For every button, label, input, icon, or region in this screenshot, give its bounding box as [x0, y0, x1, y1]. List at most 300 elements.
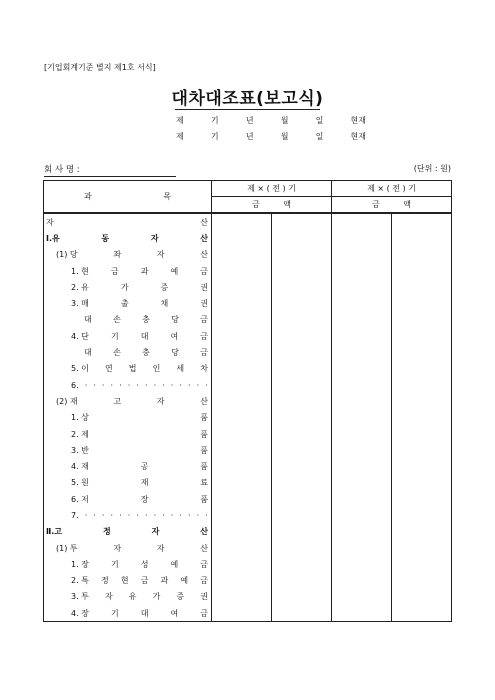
company-name-line — [44, 176, 176, 177]
account-name-part: 산 — [200, 217, 208, 227]
period-word: 기 — [210, 116, 219, 125]
account-name — [44, 266, 211, 277]
prior-amount-cell[interactable] — [332, 524, 392, 540]
account-name-cell — [44, 426, 212, 442]
account-name-part: 금 — [140, 576, 149, 586]
account-name — [44, 477, 211, 488]
prior-amount-cell[interactable] — [332, 279, 392, 295]
prior-amount-cell[interactable] — [392, 524, 452, 540]
prior-amount-cell[interactable] — [392, 426, 452, 442]
prior-amount-cell[interactable] — [392, 312, 452, 328]
account-name-cell — [44, 410, 212, 426]
account-name — [44, 298, 211, 309]
account-row — [44, 442, 452, 458]
account-row — [44, 213, 452, 230]
account-name-part: 5. 이 — [71, 364, 89, 374]
account-name-part: 품 — [200, 462, 208, 472]
account-name-part: 가 — [152, 592, 161, 602]
account-row — [44, 556, 452, 572]
current-amount-cell[interactable] — [212, 328, 272, 344]
current-amount-cell[interactable] — [212, 263, 272, 279]
current-amount-cell[interactable] — [272, 556, 332, 572]
account-name-part: 증 — [176, 592, 185, 602]
prior-amount-cell[interactable] — [332, 263, 392, 279]
period-word: 제 — [176, 132, 184, 141]
account-name-part: · — [162, 510, 165, 520]
current-amount-cell[interactable] — [272, 458, 332, 474]
account-name-part: 1. 상 — [71, 413, 89, 423]
current-amount-cell[interactable] — [212, 410, 272, 426]
prior-amount-cell[interactable] — [332, 442, 392, 458]
account-name-part: · — [179, 380, 182, 390]
account-name — [44, 396, 211, 407]
current-amount-cell[interactable] — [272, 524, 332, 540]
account-name-part: 1. 현 — [71, 266, 89, 276]
account-name-part: 3. 매 — [71, 299, 89, 309]
account-row — [44, 393, 452, 409]
account-name — [44, 445, 211, 456]
account-name-part: · — [84, 380, 88, 390]
account-name-part: 현 — [120, 576, 129, 586]
prior-amount-cell[interactable] — [392, 295, 452, 311]
account-name — [44, 282, 211, 293]
account-row — [44, 458, 452, 474]
account-name-cell — [44, 589, 212, 605]
amount-header-char: 액 — [283, 200, 292, 209]
account-name-part: 충 — [142, 315, 150, 325]
prior-amount-cell[interactable] — [392, 410, 452, 426]
account-name-part: 3. 투 — [71, 592, 89, 602]
prior-amount-cell[interactable] — [332, 426, 392, 442]
account-name — [44, 314, 211, 325]
account-name-part: 금 — [110, 266, 119, 276]
account-row — [44, 344, 452, 360]
prior-amount-cell[interactable] — [392, 442, 452, 458]
prior-amount-cell[interactable] — [332, 393, 392, 409]
account-name-cell — [44, 540, 212, 556]
current-amount-cell[interactable] — [272, 605, 332, 622]
account-name-part: · — [188, 380, 191, 390]
account-name-part: 1. 장 — [71, 559, 89, 569]
current-amount-cell[interactable] — [212, 573, 272, 589]
current-amount-cell[interactable] — [212, 247, 272, 263]
account-name — [44, 429, 211, 440]
account-name-part: 당 — [171, 348, 179, 358]
account-name-part: 연 — [104, 364, 113, 374]
account-name-part: 과 — [140, 266, 149, 276]
account-name-part: 공 — [140, 462, 149, 472]
account-row — [44, 540, 452, 556]
account-name-cell — [44, 491, 212, 507]
account-name-cell — [44, 295, 212, 311]
account-name-part: 여 — [170, 608, 179, 618]
account-name — [44, 233, 211, 244]
prior-amount-cell[interactable] — [392, 605, 452, 622]
account-name-part: 자 — [156, 250, 165, 260]
current-amount-cell[interactable] — [272, 426, 332, 442]
period-word: 일 — [315, 132, 324, 141]
account-name-part: 품 — [200, 445, 208, 455]
prior-amount-cell[interactable] — [392, 279, 452, 295]
account-row — [44, 361, 452, 377]
current-amount-cell[interactable] — [212, 295, 272, 311]
account-name-part: 출 — [120, 299, 129, 309]
current-amount-cell[interactable] — [212, 393, 272, 409]
account-name-part: 자 — [46, 217, 54, 227]
account-name-part: 금 — [200, 331, 208, 341]
prior-amount-cell[interactable] — [332, 230, 392, 246]
prior-amount-cell[interactable] — [332, 507, 392, 523]
prior-amount-cell[interactable] — [392, 230, 452, 246]
current-amount-cell[interactable] — [212, 556, 272, 572]
account-row — [44, 247, 452, 263]
company-name-label: 회 사 명 : — [44, 165, 80, 175]
account-name-part: 품 — [200, 413, 208, 423]
current-amount-cell[interactable] — [272, 230, 332, 246]
current-amount-cell[interactable] — [272, 540, 332, 556]
prior-amount-cell[interactable] — [392, 393, 452, 409]
subject-header — [44, 181, 212, 214]
prior-amount-cell[interactable] — [392, 491, 452, 507]
account-name-part: · — [179, 510, 182, 520]
period-word: 일 — [315, 116, 324, 125]
prior-amount-cell[interactable] — [332, 410, 392, 426]
account-name-part: · — [119, 380, 122, 390]
current-amount-cell[interactable] — [212, 230, 272, 246]
current-amount-cell[interactable] — [212, 491, 272, 507]
account-name-part: 충 — [142, 348, 150, 358]
account-row — [44, 491, 452, 507]
account-name-part: 대 — [84, 348, 92, 358]
account-name-part: 3. 반 — [71, 445, 89, 455]
account-name-cell — [44, 507, 212, 523]
account-name-part: 자 — [156, 543, 165, 553]
current-amount-cell[interactable] — [212, 605, 272, 622]
account-name — [44, 575, 211, 586]
unit-label: (단위 : 원) — [413, 164, 451, 173]
account-name-part: 고 — [113, 396, 122, 406]
account-name — [44, 591, 211, 602]
account-name — [44, 381, 211, 390]
account-row — [44, 263, 452, 279]
account-name-part: · — [127, 380, 131, 390]
account-name-part: 자 — [104, 592, 113, 602]
account-name-part: 대 — [84, 315, 92, 325]
account-name-part: 4. 장 — [71, 608, 89, 618]
current-amount-cell[interactable] — [212, 312, 272, 328]
account-name-part: 동 — [101, 233, 110, 243]
account-name — [44, 331, 211, 342]
account-name-part: · — [170, 510, 174, 520]
account-name-part: 손 — [113, 348, 121, 358]
current-amount-cell[interactable] — [272, 279, 332, 295]
current-amount-cell[interactable] — [212, 344, 272, 360]
account-name-cell — [44, 230, 212, 246]
current-amount-cell[interactable] — [272, 377, 332, 393]
current-amount-cell[interactable] — [212, 442, 272, 458]
current-period-header: 제 × ( 전 ) 기 — [212, 181, 332, 197]
account-name-part: · — [196, 510, 200, 520]
prior-amount-cell[interactable] — [392, 573, 452, 589]
prior-amount-cell[interactable] — [392, 377, 452, 393]
account-name-part: 금 — [200, 608, 208, 618]
account-name-part: 금 — [200, 315, 208, 325]
account-name-part: 과 — [160, 576, 169, 586]
account-name-part: 산 — [200, 233, 208, 243]
account-name-part: · — [153, 510, 157, 520]
account-name-part: · — [144, 510, 148, 520]
account-name — [44, 412, 211, 423]
account-name-cell — [44, 328, 212, 344]
current-amount-cell[interactable] — [212, 361, 272, 377]
prior-amount-cell[interactable] — [332, 605, 392, 622]
account-name — [44, 511, 211, 520]
account-name-part: · — [110, 510, 114, 520]
account-name-part: 산 — [200, 250, 208, 260]
account-name-part: 정 — [102, 527, 111, 537]
prior-amount-cell[interactable] — [392, 556, 452, 572]
prior-amount-cell[interactable] — [392, 589, 452, 605]
prior-amount-cell[interactable] — [332, 556, 392, 572]
account-name-part: · — [119, 510, 122, 520]
account-name-part: · — [170, 380, 174, 390]
account-name-part: · — [153, 380, 157, 390]
prior-amount-cell[interactable] — [392, 247, 452, 263]
prior-amount-cell[interactable] — [332, 458, 392, 474]
account-name-cell — [44, 475, 212, 491]
account-name — [44, 249, 211, 260]
account-name — [44, 526, 211, 537]
balance-sheet-body — [44, 213, 452, 622]
current-amount-cell[interactable] — [272, 213, 332, 230]
account-row — [44, 589, 452, 605]
prior-amount-cell[interactable] — [392, 507, 452, 523]
account-name — [44, 608, 211, 619]
account-name-cell — [44, 279, 212, 295]
account-name-cell — [44, 573, 212, 589]
prior-amount-cell[interactable] — [332, 589, 392, 605]
account-name-part: 기 — [110, 608, 119, 618]
current-amount-cell[interactable] — [272, 410, 332, 426]
prior-amount-cell[interactable] — [332, 213, 392, 230]
account-name — [44, 543, 211, 554]
current-amount-cell[interactable] — [212, 213, 272, 230]
account-row — [44, 312, 452, 328]
account-name-part: 금 — [200, 559, 208, 569]
account-name-part: · — [101, 380, 105, 390]
prior-amount-cell[interactable] — [392, 328, 452, 344]
current-amount-cell[interactable] — [272, 247, 332, 263]
account-name-cell — [44, 605, 212, 622]
account-name-cell — [44, 393, 212, 409]
current-amount-cell[interactable] — [272, 393, 332, 409]
account-name-part: 차 — [200, 364, 208, 374]
account-name-part: 자 — [151, 527, 160, 537]
account-name-part: 예 — [180, 576, 189, 586]
account-name-part: · — [93, 380, 96, 390]
account-name-part: 기 — [110, 559, 119, 569]
account-name — [44, 363, 211, 374]
account-name-cell — [44, 344, 212, 360]
account-row — [44, 524, 452, 540]
current-amount-cell[interactable] — [212, 279, 272, 295]
account-row — [44, 328, 452, 344]
period-word: 년 — [245, 132, 254, 141]
account-name-part: · — [136, 380, 139, 390]
current-amount-cell[interactable] — [272, 491, 332, 507]
account-name-cell — [44, 442, 212, 458]
account-name-cell — [44, 247, 212, 263]
current-amount-cell[interactable] — [212, 377, 272, 393]
current-amount-cell[interactable] — [272, 573, 332, 589]
account-name-part: · — [196, 380, 200, 390]
current-amount-cell[interactable] — [212, 426, 272, 442]
prior-amount-cell[interactable] — [332, 328, 392, 344]
balance-sheet-table — [43, 180, 452, 622]
prior-amount-cell[interactable] — [332, 377, 392, 393]
account-name — [44, 217, 211, 228]
account-name-part: 2. 특 — [71, 576, 89, 586]
account-name-part: 자 — [156, 396, 165, 406]
account-row — [44, 605, 452, 622]
form-caption: [기업회계기준 별지 제1호 서식] — [44, 63, 156, 72]
account-name — [44, 461, 211, 472]
current-amount-cell[interactable] — [212, 540, 272, 556]
account-name-part: 료 — [200, 478, 208, 488]
prior-amount-header — [332, 197, 452, 214]
account-name-part: · — [127, 510, 131, 520]
account-name-part: 예 — [170, 266, 179, 276]
prior-amount-cell[interactable] — [332, 540, 392, 556]
period-word: 현재 — [350, 132, 366, 141]
period-word: 월 — [280, 116, 289, 125]
account-name-part: · — [110, 380, 114, 390]
account-name-part: 2. 유 — [71, 282, 89, 292]
prior-amount-cell[interactable] — [392, 475, 452, 491]
current-amount-cell[interactable] — [212, 524, 272, 540]
period-line-current — [176, 115, 366, 126]
account-row — [44, 475, 452, 491]
account-name-part: 7. — [71, 510, 79, 520]
account-name-part: 예 — [170, 559, 179, 569]
account-row — [44, 279, 452, 295]
current-amount-cell[interactable] — [272, 507, 332, 523]
account-name-part: 좌 — [113, 250, 122, 260]
current-amount-cell[interactable] — [272, 475, 332, 491]
account-name-part: 세 — [176, 364, 185, 374]
current-amount-cell[interactable] — [212, 507, 272, 523]
account-name-cell — [44, 377, 212, 393]
account-name-part: · — [162, 380, 165, 390]
prior-amount-cell[interactable] — [332, 247, 392, 263]
account-name-part: Ⅰ.유 — [46, 233, 60, 243]
prior-amount-cell[interactable] — [332, 361, 392, 377]
account-name-part: 산 — [200, 527, 208, 537]
prior-amount-cell[interactable] — [392, 540, 452, 556]
current-amount-cell[interactable] — [212, 475, 272, 491]
account-name — [44, 347, 211, 358]
account-name-cell — [44, 556, 212, 572]
account-name-part: · — [93, 510, 96, 520]
account-name-part: 성 — [140, 559, 149, 569]
account-name-cell — [44, 312, 212, 328]
account-name-cell — [44, 524, 212, 540]
prior-amount-cell[interactable] — [332, 491, 392, 507]
account-name-part: 금 — [200, 266, 208, 276]
account-name-part: 채 — [160, 299, 169, 309]
prior-amount-cell[interactable] — [332, 312, 392, 328]
current-amount-cell[interactable] — [212, 458, 272, 474]
account-name-part: 인 — [152, 364, 161, 374]
account-name-part: 정 — [101, 576, 109, 586]
prior-amount-cell[interactable] — [392, 344, 452, 360]
current-amount-cell[interactable] — [272, 442, 332, 458]
title-underline — [175, 109, 320, 110]
current-amount-cell[interactable] — [272, 312, 332, 328]
current-amount-cell[interactable] — [272, 589, 332, 605]
account-name-part: · — [144, 380, 148, 390]
account-name — [44, 494, 211, 505]
current-amount-header — [212, 197, 332, 214]
period-word: 월 — [280, 132, 289, 141]
subject-header-char: 과 — [84, 192, 92, 201]
current-amount-cell[interactable] — [272, 295, 332, 311]
account-name-part: 권 — [200, 592, 208, 602]
account-name — [44, 559, 211, 570]
account-name-part: · — [205, 510, 208, 520]
prior-amount-cell[interactable] — [392, 361, 452, 377]
account-name-part: 기 — [110, 331, 119, 341]
account-name-part: · — [84, 510, 88, 520]
current-amount-cell[interactable] — [272, 328, 332, 344]
account-name-part: 당 — [171, 315, 179, 325]
prior-amount-cell[interactable] — [392, 263, 452, 279]
prior-amount-cell[interactable] — [392, 458, 452, 474]
account-name-part: 금 — [200, 348, 208, 358]
prior-amount-cell[interactable] — [332, 573, 392, 589]
amount-header-char: 금 — [252, 200, 260, 209]
account-name-part: 산 — [200, 396, 208, 406]
prior-period-header: 제 × ( 전 ) 기 — [332, 181, 452, 197]
account-name-part: 6. — [71, 380, 79, 390]
amount-header-char: 금 — [372, 200, 380, 209]
period-word: 현재 — [350, 116, 366, 125]
current-amount-cell[interactable] — [272, 344, 332, 360]
prior-amount-cell[interactable] — [392, 213, 452, 230]
account-name-part: 권 — [200, 282, 208, 292]
account-name-part: 5. 원 — [71, 478, 89, 488]
subject-header-char: 목 — [163, 192, 171, 201]
account-name-part: 재 — [140, 478, 149, 488]
prior-amount-cell[interactable] — [332, 475, 392, 491]
prior-amount-cell[interactable] — [332, 295, 392, 311]
current-amount-cell[interactable] — [272, 361, 332, 377]
prior-amount-cell[interactable] — [332, 344, 392, 360]
account-name-part: 장 — [140, 494, 149, 504]
account-row — [44, 507, 452, 523]
account-name-part: 자 — [113, 543, 122, 553]
account-name-cell — [44, 361, 212, 377]
document-title: 대차대조표(보고식) — [171, 89, 324, 109]
account-name-part: 금 — [200, 576, 208, 586]
current-amount-cell[interactable] — [212, 589, 272, 605]
account-name-part: 법 — [128, 364, 137, 374]
account-name-part: 유 — [128, 592, 137, 602]
current-amount-cell[interactable] — [272, 263, 332, 279]
account-name-part: 증 — [160, 282, 169, 292]
account-name-cell — [44, 213, 212, 230]
account-name-part: 권 — [200, 299, 208, 309]
